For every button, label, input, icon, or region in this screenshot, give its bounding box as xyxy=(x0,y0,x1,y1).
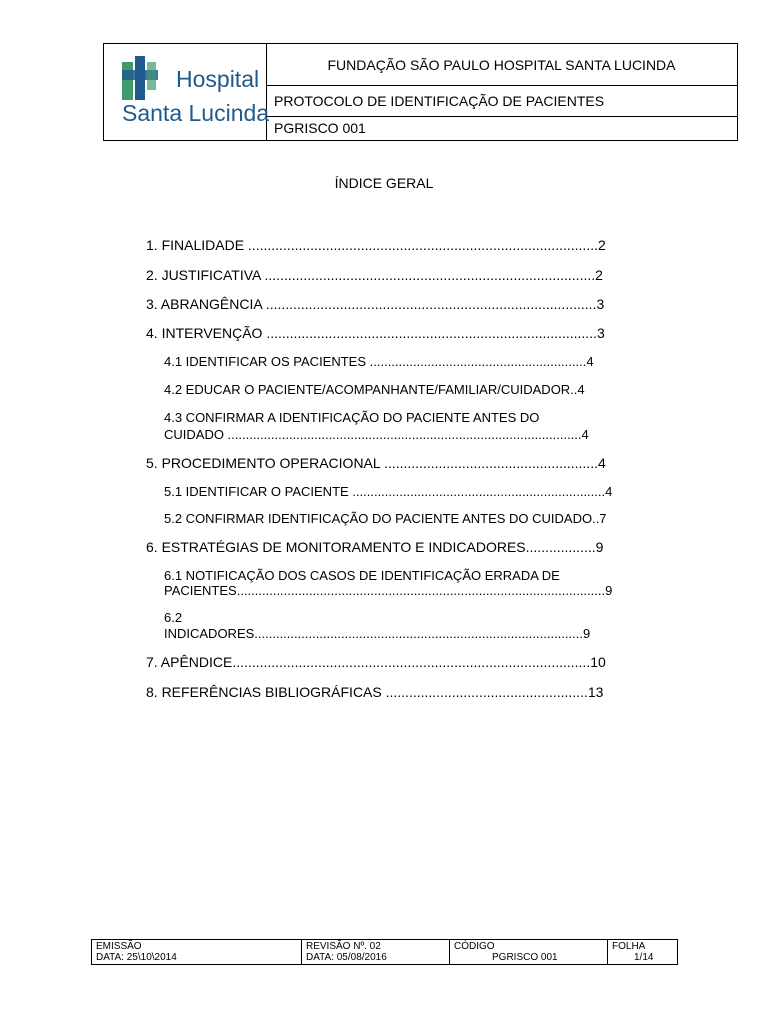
toc-entry[interactable]: 5.2 CONFIRMAR IDENTIFICAÇÃO DO PACIENTE ANTES DO CUIDADO..7 xyxy=(164,511,607,526)
logo-line1: Hospital xyxy=(176,66,260,92)
logo-cell xyxy=(104,44,270,140)
folha-value: 1/14 xyxy=(634,952,654,963)
toc-entry[interactable]: 1. FINALIDADE ..........................................................................................2 xyxy=(146,237,606,253)
toc-entry[interactable]: 4.3 CONFIRMAR A IDENTIFICAÇÃO DO PACIENTE ANTES DO xyxy=(164,410,540,425)
codigo-value: PGRISCO 001 xyxy=(492,952,558,963)
toc-entry[interactable]: 8. REFERÊNCIAS BIBLIOGRÁFICAS ....................................................13 xyxy=(146,684,604,700)
toc-entry[interactable]: 5.1 IDENTIFICAR O PACIENTE ......................................................................4 xyxy=(164,484,613,499)
institution-name: FUNDAÇÃO SÃO PAULO HOSPITAL SANTA LUCINDA xyxy=(266,44,737,86)
toc-entry[interactable]: 3. ABRANGÊNCIA .....................................................................................3 xyxy=(146,296,605,312)
toc-entry[interactable]: 6. ESTRATÉGIAS DE MONITORAMENTO E INDICADORES..................9 xyxy=(146,539,604,555)
footer-codigo xyxy=(450,940,608,964)
index-title: ÍNDICE GERAL xyxy=(334,175,434,191)
folha-label: FOLHA xyxy=(612,941,646,952)
toc-entry[interactable]: INDICADORES...........................................................................................9 xyxy=(164,626,591,641)
toc-entry[interactable]: CUIDADO ..................................................................................................4 xyxy=(164,427,589,442)
toc-entry[interactable]: 6.2 xyxy=(164,610,183,625)
toc-entry[interactable]: 5. PROCEDIMENTO OPERACIONAL .......................................................4 xyxy=(146,455,606,471)
emissao-date: DATA: 25\10\2014 xyxy=(96,952,177,963)
footer-revisao xyxy=(302,940,450,964)
codigo-label: CÓDIGO xyxy=(454,941,495,952)
revisao-date: DATA: 05/08/2016 xyxy=(306,952,387,963)
toc-entry[interactable]: 4. INTERVENÇÃO .....................................................................................3 xyxy=(146,325,605,341)
toc-entry[interactable]: 4.1 IDENTIFICAR OS PACIENTES ............................................................4 xyxy=(164,354,594,369)
document-code: PGRISCO 001 xyxy=(274,120,366,136)
protocol-title: PROTOCOLO DE IDENTIFICAÇÃO DE PACIENTES xyxy=(266,86,737,117)
toc-entry[interactable]: PACIENTES......................................................................................................9 xyxy=(164,583,613,598)
footer-emissao xyxy=(92,940,302,964)
revisao-label: REVISÃO Nº. 02 xyxy=(306,941,381,952)
footer-folha xyxy=(608,940,677,964)
document-footer xyxy=(91,939,678,965)
document-header xyxy=(103,43,738,141)
hospital-cross-icon xyxy=(120,54,160,104)
toc-entry[interactable]: 4.2 EDUCAR O PACIENTE/ACOMPANHANTE/FAMILIAR/CUIDADOR..4 xyxy=(164,382,585,397)
toc-entry[interactable]: 2. JUSTIFICATIVA .....................................................................................2 xyxy=(146,267,603,283)
toc-entry[interactable]: 6.1 NOTIFICAÇÃO DOS CASOS DE IDENTIFICAÇÃO ERRADA DE xyxy=(164,568,560,583)
toc-entry[interactable]: 7. APÊNDICE............................................................................................10 xyxy=(146,654,606,670)
emissao-label: EMISSÃO xyxy=(96,941,142,952)
logo-line2: Santa Lucinda xyxy=(122,100,270,126)
